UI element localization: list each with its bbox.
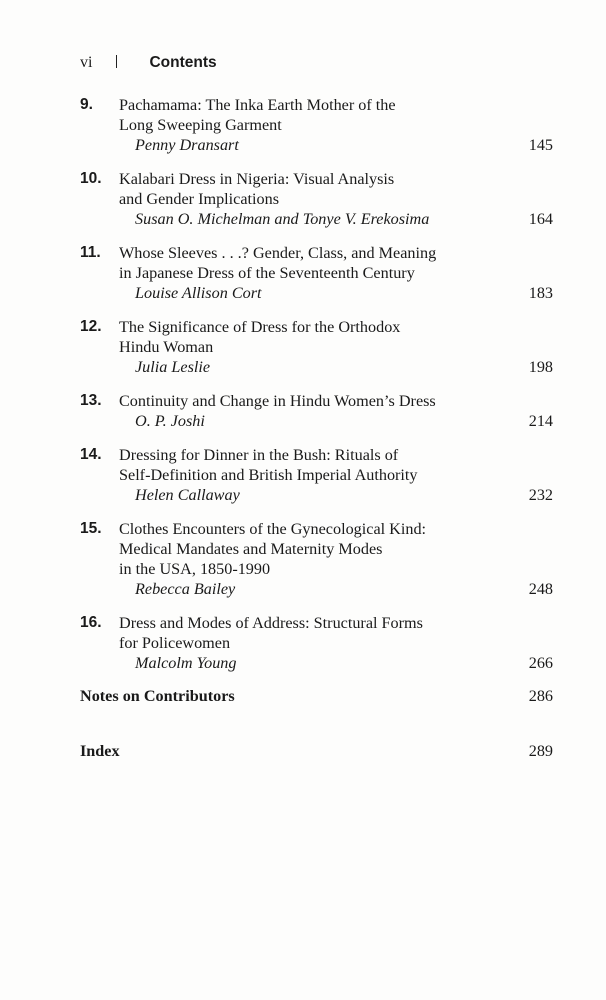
chapter-author: Julia Leslie bbox=[135, 358, 211, 376]
chapter-number: 14. bbox=[80, 446, 102, 463]
chapter-page-number: 248 bbox=[528, 580, 553, 598]
chapter-title-line: Hindu Woman bbox=[119, 338, 214, 356]
chapter-title-line: Continuity and Change in Hindu Women’s Dress bbox=[119, 392, 436, 410]
chapter-page-number: 183 bbox=[528, 284, 553, 302]
chapter-page-number: 214 bbox=[528, 412, 553, 430]
chapter-page-number: 232 bbox=[528, 486, 553, 504]
back-matter-page-number: 289 bbox=[528, 742, 553, 760]
chapter-title-line: Dressing for Dinner in the Bush: Rituals of bbox=[119, 446, 399, 464]
chapter-author: Malcolm Young bbox=[135, 654, 237, 672]
chapter-title-line: in Japanese Dress of the Seventeenth Century bbox=[119, 264, 415, 282]
chapter-title-line: Clothes Encounters of the Gynecological Kind: bbox=[119, 520, 427, 538]
chapter-title-line: Pachamama: The Inka Earth Mother of the bbox=[119, 96, 396, 114]
chapter-number: 16. bbox=[80, 614, 102, 631]
chapter-page-number: 266 bbox=[528, 654, 553, 672]
chapter-page-number: 145 bbox=[528, 136, 553, 154]
chapter-author: Penny Dransart bbox=[135, 136, 239, 154]
chapter-title-line: for Policewomen bbox=[119, 634, 231, 652]
running-head-title: Contents bbox=[149, 54, 217, 71]
chapter-number: 12. bbox=[80, 318, 102, 335]
chapter-title-line: Whose Sleeves . . .? Gender, Class, and Meaning bbox=[119, 244, 437, 262]
chapter-title-line: Self-Definition and British Imperial Authority bbox=[119, 466, 418, 484]
chapter-author: Helen Callaway bbox=[135, 486, 240, 504]
chapter-author: Susan O. Michelman and Tonye V. Erekosima bbox=[135, 210, 430, 228]
chapter-author: Louise Allison Cort bbox=[135, 284, 262, 302]
chapter-title-line: Long Sweeping Garment bbox=[119, 116, 282, 134]
chapter-number: 13. bbox=[80, 392, 102, 409]
chapter-title-line: The Significance of Dress for the Orthodox bbox=[119, 318, 401, 336]
chapter-page-number: 164 bbox=[528, 210, 553, 228]
chapter-title-line: Medical Mandates and Maternity Modes bbox=[119, 540, 383, 558]
chapter-title-line: and Gender Implications bbox=[119, 190, 280, 208]
page-folio: vi bbox=[80, 54, 93, 71]
back-matter-page-number: 286 bbox=[528, 687, 553, 705]
chapter-author: O. P. Joshi bbox=[135, 412, 205, 430]
chapter-page-number: 198 bbox=[528, 358, 553, 376]
chapter-number: 15. bbox=[80, 520, 102, 537]
chapter-title-line: in the USA, 1850-1990 bbox=[119, 560, 271, 578]
chapter-title-line: Dress and Modes of Address: Structural Forms bbox=[119, 614, 423, 632]
chapter-number: 9. bbox=[80, 96, 93, 113]
chapter-author: Rebecca Bailey bbox=[135, 580, 236, 598]
chapter-title-line: Kalabari Dress in Nigeria: Visual Analysis bbox=[119, 170, 395, 188]
back-matter-label: Index bbox=[80, 742, 120, 760]
chapter-number: 10. bbox=[80, 170, 102, 187]
running-head-divider bbox=[116, 55, 117, 68]
back-matter-label: Notes on Contributors bbox=[80, 687, 235, 705]
chapter-number: 11. bbox=[80, 244, 101, 261]
running-head bbox=[80, 54, 217, 76]
